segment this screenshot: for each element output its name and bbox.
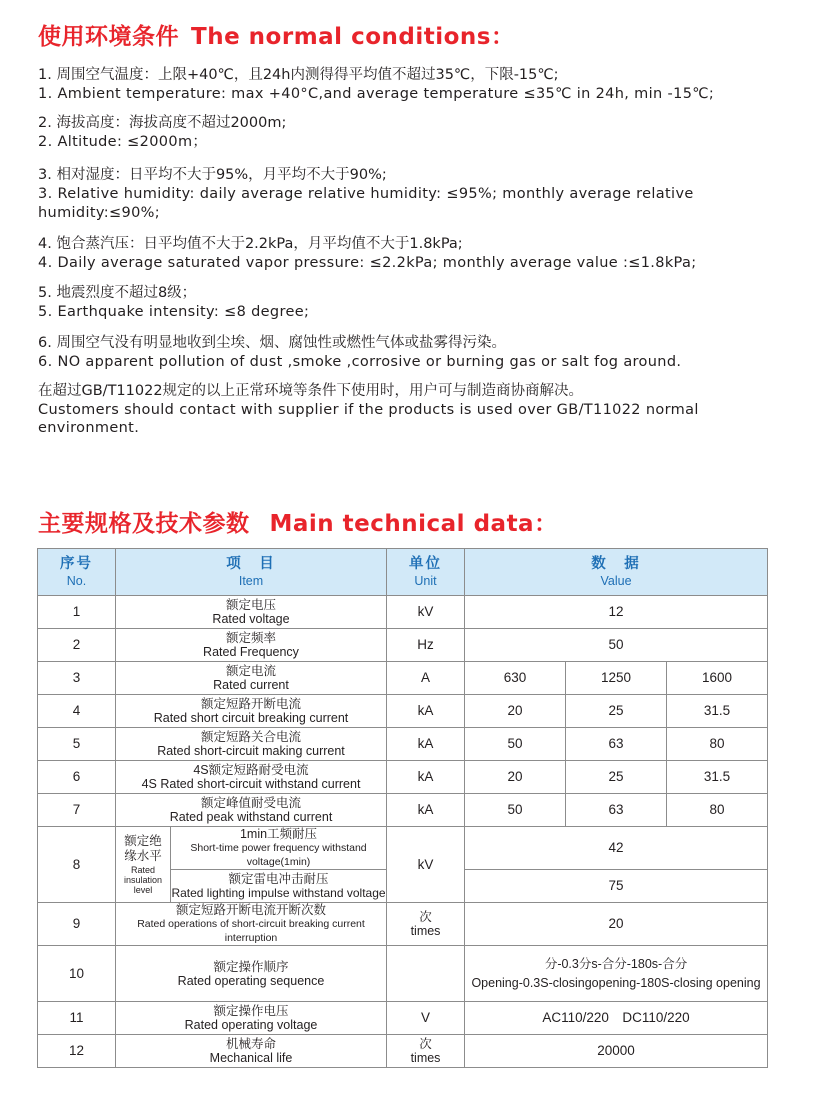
table-row bbox=[38, 1035, 768, 1068]
row-no: 9 bbox=[38, 903, 116, 946]
condition-note bbox=[38, 382, 758, 437]
row-value: 20 bbox=[465, 761, 566, 794]
condition-item bbox=[38, 166, 758, 223]
row-no: 4 bbox=[38, 695, 116, 728]
table-row bbox=[38, 761, 768, 794]
condition-en: 4. Daily average saturated vapor pressure: ≤2.2kPa; monthly average value :≤1.8kPa; bbox=[38, 255, 697, 271]
condition-cn: 在超过GB/T11022规定的以上正常环境等条件下使用时，用户可与制造商协商解决。 bbox=[38, 383, 584, 399]
row-item: 额定峰值耐受电流 Rated peak withstand current bbox=[116, 794, 387, 827]
row-unit bbox=[387, 946, 465, 1002]
row-no: 7 bbox=[38, 794, 116, 827]
row-value: 25 bbox=[566, 695, 667, 728]
row-value: 75 bbox=[465, 870, 768, 903]
condition-item bbox=[38, 334, 758, 372]
row-value: 80 bbox=[667, 728, 768, 761]
row-item: 1min工频耐压 Short-time power frequency withstand voltage(1min) bbox=[171, 827, 387, 870]
row-item: 额定操作电压 Rated operating voltage bbox=[116, 1002, 387, 1035]
row-value: 25 bbox=[566, 761, 667, 794]
tech-title-cn: 主要规格及技术参数 bbox=[38, 511, 250, 537]
row-unit: 次 times bbox=[387, 1035, 465, 1068]
row-unit: kV bbox=[387, 827, 465, 903]
row-unit: V bbox=[387, 1002, 465, 1035]
condition-cn: 2. 海拔高度：海拔高度不超过2000m; bbox=[38, 115, 287, 131]
table-row bbox=[38, 794, 768, 827]
row-item: 额定电压 Rated voltage bbox=[116, 596, 387, 629]
tech-heading bbox=[38, 505, 558, 538]
row-value: 63 bbox=[566, 728, 667, 761]
row-item: 额定雷电冲击耐压 Rated lighting impulse withstand voltage bbox=[171, 870, 387, 903]
row-no: 6 bbox=[38, 761, 116, 794]
row-value: 1600 bbox=[667, 662, 768, 695]
condition-item bbox=[38, 66, 758, 104]
header-value: 数 据 Value bbox=[465, 549, 768, 596]
condition-en: 3. Relative humidity: daily average relative humidity: ≤95%; monthly average relative humidity:≤90%; bbox=[38, 186, 694, 221]
row-value: 12 bbox=[465, 596, 768, 629]
row-value: 20 bbox=[465, 695, 566, 728]
condition-item bbox=[38, 284, 758, 322]
table-row bbox=[38, 629, 768, 662]
row-unit: 次 times bbox=[387, 903, 465, 946]
row-value: 50 bbox=[465, 794, 566, 827]
group-cn: 额定绝缘水平 bbox=[124, 834, 162, 863]
table-row bbox=[38, 903, 768, 946]
row-value: 50 bbox=[465, 629, 768, 662]
row-value: 80 bbox=[667, 794, 768, 827]
row-item: 额定电流 Rated current bbox=[116, 662, 387, 695]
row-value: 42 bbox=[465, 827, 768, 870]
row-no: 5 bbox=[38, 728, 116, 761]
condition-cn: 1. 周围空气温度：上限+40℃，且24h内测得得平均值不超过35℃，下限-15℃; bbox=[38, 67, 559, 83]
row-item: 机械寿命 Mechanical life bbox=[116, 1035, 387, 1068]
row-unit: Hz bbox=[387, 629, 465, 662]
row-no: 11 bbox=[38, 1002, 116, 1035]
row-value: AC110/220 DC110/220 bbox=[465, 1002, 768, 1035]
row-no: 10 bbox=[38, 946, 116, 1002]
header-unit: 单位 Unit bbox=[387, 549, 465, 596]
row-unit: kV bbox=[387, 596, 465, 629]
table-row bbox=[38, 946, 768, 1002]
conditions-list bbox=[38, 66, 758, 447]
header-no: 序号 No. bbox=[38, 549, 116, 596]
table-row bbox=[38, 827, 768, 870]
row-group bbox=[116, 827, 171, 903]
row-value: 630 bbox=[465, 662, 566, 695]
condition-item bbox=[38, 114, 758, 152]
row-value: 20000 bbox=[465, 1035, 768, 1068]
row-unit: A bbox=[387, 662, 465, 695]
row-value: 63 bbox=[566, 794, 667, 827]
row-unit: kA bbox=[387, 761, 465, 794]
row-no: 1 bbox=[38, 596, 116, 629]
table-row bbox=[38, 728, 768, 761]
row-no: 3 bbox=[38, 662, 116, 695]
group-en: Rated insulation level bbox=[123, 865, 163, 895]
condition-cn: 5. 地震烈度不超过8级； bbox=[38, 285, 197, 301]
row-item: 额定操作顺序 Rated operating sequence bbox=[116, 946, 387, 1002]
condition-en: 6. NO apparent pollution of dust ,smoke ,corrosive or burning gas or salt fog around. bbox=[38, 354, 682, 370]
row-value: 31.5 bbox=[667, 761, 768, 794]
condition-cn: 6. 周围空气没有明显地收到尘埃、烟、腐蚀性或燃性气体或盐雾得污染。 bbox=[38, 335, 506, 351]
condition-en: 2. Altitude: ≤2000m； bbox=[38, 134, 208, 150]
condition-cn: 3. 相对湿度：日平均不大于95%，月平均不大于90%; bbox=[38, 167, 387, 183]
conditions-title-en: The normal conditions： bbox=[191, 24, 515, 50]
row-value: 31.5 bbox=[667, 695, 768, 728]
table-row bbox=[38, 596, 768, 629]
row-no: 8 bbox=[38, 827, 116, 903]
row-item: 额定短路开断电流 Rated short circuit breaking current bbox=[116, 695, 387, 728]
row-value: 50 bbox=[465, 728, 566, 761]
tech-title-en: Main technical data： bbox=[269, 511, 558, 537]
row-value: 20 bbox=[465, 903, 768, 946]
row-item: 4S额定短路耐受电流 4S Rated short-circuit withstand current bbox=[116, 761, 387, 794]
table-row bbox=[38, 662, 768, 695]
row-item: 额定短路开断电流开断次数 Rated operations of short-circuit breaking current interruption bbox=[116, 903, 387, 946]
table-row bbox=[38, 695, 768, 728]
condition-en: Customers should contact with supplier if the products is used over GB/T11022 normal environment. bbox=[38, 402, 699, 436]
row-unit: kA bbox=[387, 728, 465, 761]
condition-cn: 4. 饱合蒸汽压：日平均值不大于2.2kPa，月平均值不大于1.8kPa; bbox=[38, 236, 463, 252]
spec-table bbox=[37, 548, 768, 1068]
table-row bbox=[38, 1002, 768, 1035]
conditions-heading bbox=[38, 18, 514, 51]
row-value: 1250 bbox=[566, 662, 667, 695]
row-unit: kA bbox=[387, 695, 465, 728]
row-item: 额定短路关合电流 Rated short-circuit making current bbox=[116, 728, 387, 761]
row-item: 额定频率 Rated Frequency bbox=[116, 629, 387, 662]
condition-item bbox=[38, 235, 758, 273]
header-item: 项 目 Item bbox=[116, 549, 387, 596]
condition-en: 5. Earthquake intensity: ≤8 degree; bbox=[38, 304, 310, 320]
condition-en: 1. Ambient temperature: max +40°C,and average temperature ≤35℃ in 24h, min -15℃; bbox=[38, 86, 715, 102]
row-value: 分-0.3分s-合分-180s-合分 Opening-0.3S-closingopening-180S-closing opening bbox=[465, 946, 768, 1002]
table-header-row bbox=[38, 549, 768, 596]
conditions-title-cn: 使用环境条件 bbox=[38, 24, 179, 50]
row-no: 12 bbox=[38, 1035, 116, 1068]
row-no: 2 bbox=[38, 629, 116, 662]
row-unit: kA bbox=[387, 794, 465, 827]
